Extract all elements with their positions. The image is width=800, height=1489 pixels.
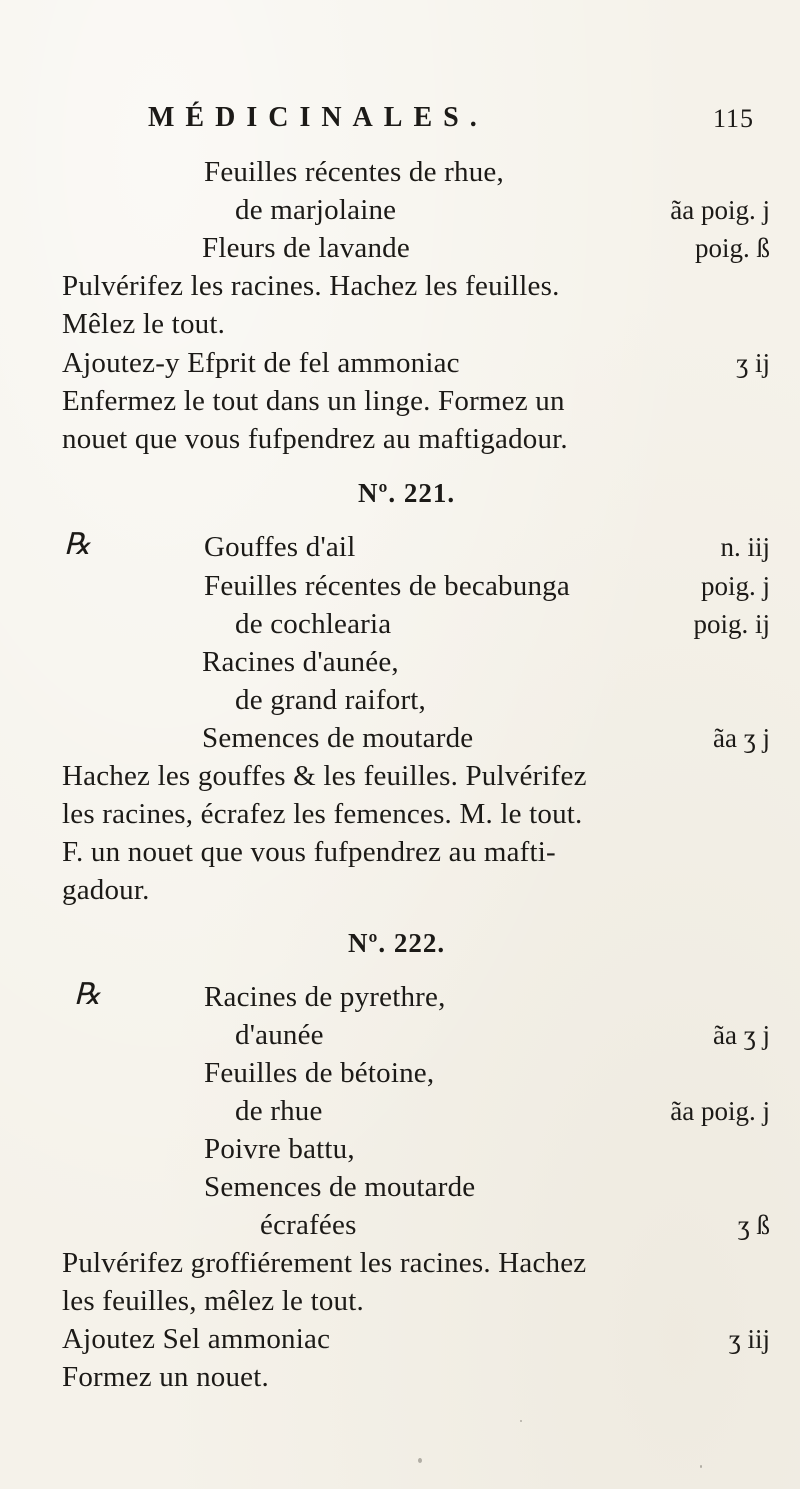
ingredient-line: de cochlearia	[235, 608, 392, 640]
text-line: de marjolaine	[235, 194, 397, 226]
text-line: gadour.	[62, 874, 150, 906]
text-line: Ajoutez Sel ammoniac	[62, 1323, 331, 1355]
quantity: n. iij	[720, 532, 770, 562]
quantity: ãa poig. j	[670, 1096, 770, 1126]
ingredient-line: de rhue	[235, 1095, 323, 1127]
text-line: Enfermez le tout dans un linge. Formez un	[62, 385, 565, 417]
paper-speck	[700, 1465, 702, 1468]
recipe-symbol: ℞	[64, 527, 91, 562]
quantity: ʒ ij	[736, 348, 770, 378]
ingredient-line: Poivre battu,	[204, 1133, 355, 1165]
entry-number: Nº. 221.	[358, 478, 456, 508]
ingredient-line: Gouffes d'ail	[204, 531, 356, 563]
text-line: F. un nouet que vous fufpendrez au mafti-	[62, 836, 556, 868]
ingredient-line: écrafées	[260, 1209, 357, 1241]
paper-speck	[520, 1420, 522, 1422]
ingredient-line: de grand raifort,	[235, 684, 427, 716]
text-line: Feuilles récentes de rhue,	[204, 156, 504, 188]
text-line: Pulvérifez les racines. Hachez les feuilles.	[62, 270, 560, 302]
ingredient-line: d'aunée	[235, 1019, 324, 1051]
recipe-symbol: ℞	[74, 977, 101, 1012]
quantity: poig. ß	[694, 233, 770, 263]
text-line: Ajoutez-y Efprit de fel ammoniac	[62, 347, 460, 379]
quantity: ãa poig. j	[670, 195, 770, 225]
text-line: Mêlez le tout.	[62, 308, 226, 340]
ingredient-line: Semences de moutarde	[204, 1171, 476, 1203]
ingredient-line: Racines d'aunée,	[202, 646, 399, 678]
paper-speck	[418, 1458, 422, 1463]
quantity: poig. j	[700, 571, 770, 601]
page-number: 115	[713, 104, 755, 133]
quantity: ʒ ß	[737, 1210, 770, 1240]
ingredient-line: Racines de pyrethre,	[204, 981, 446, 1013]
quantity: ʒ iij	[728, 1324, 770, 1354]
text-line: les racines, écrafez les femences. M. le tout.	[62, 798, 583, 830]
quantity: ãa ʒ j	[713, 1020, 770, 1050]
text-line: Hachez les gouffes & les feuilles. Pulvérifez	[62, 760, 587, 792]
ingredient-line: Feuilles de bétoine,	[204, 1057, 435, 1089]
entry-number: Nº. 222.	[348, 928, 446, 958]
text-line: Formez un nouet.	[62, 1361, 269, 1393]
quantity: ãa ʒ j	[713, 723, 770, 753]
text-line: nouet que vous fufpendrez au maftigadour.	[62, 423, 568, 455]
text-line: les feuilles, mêlez le tout.	[62, 1285, 364, 1317]
text-line: Pulvérifez groffiérement les racines. Hachez	[62, 1247, 587, 1279]
running-header: MÉDICINALES.	[148, 102, 488, 133]
quantity: poig. ij	[693, 609, 770, 639]
ingredient-line: Semences de moutarde	[202, 722, 474, 754]
text-line: Fleurs de lavande	[202, 232, 410, 264]
ingredient-line: Feuilles récentes de becabunga	[204, 570, 570, 602]
